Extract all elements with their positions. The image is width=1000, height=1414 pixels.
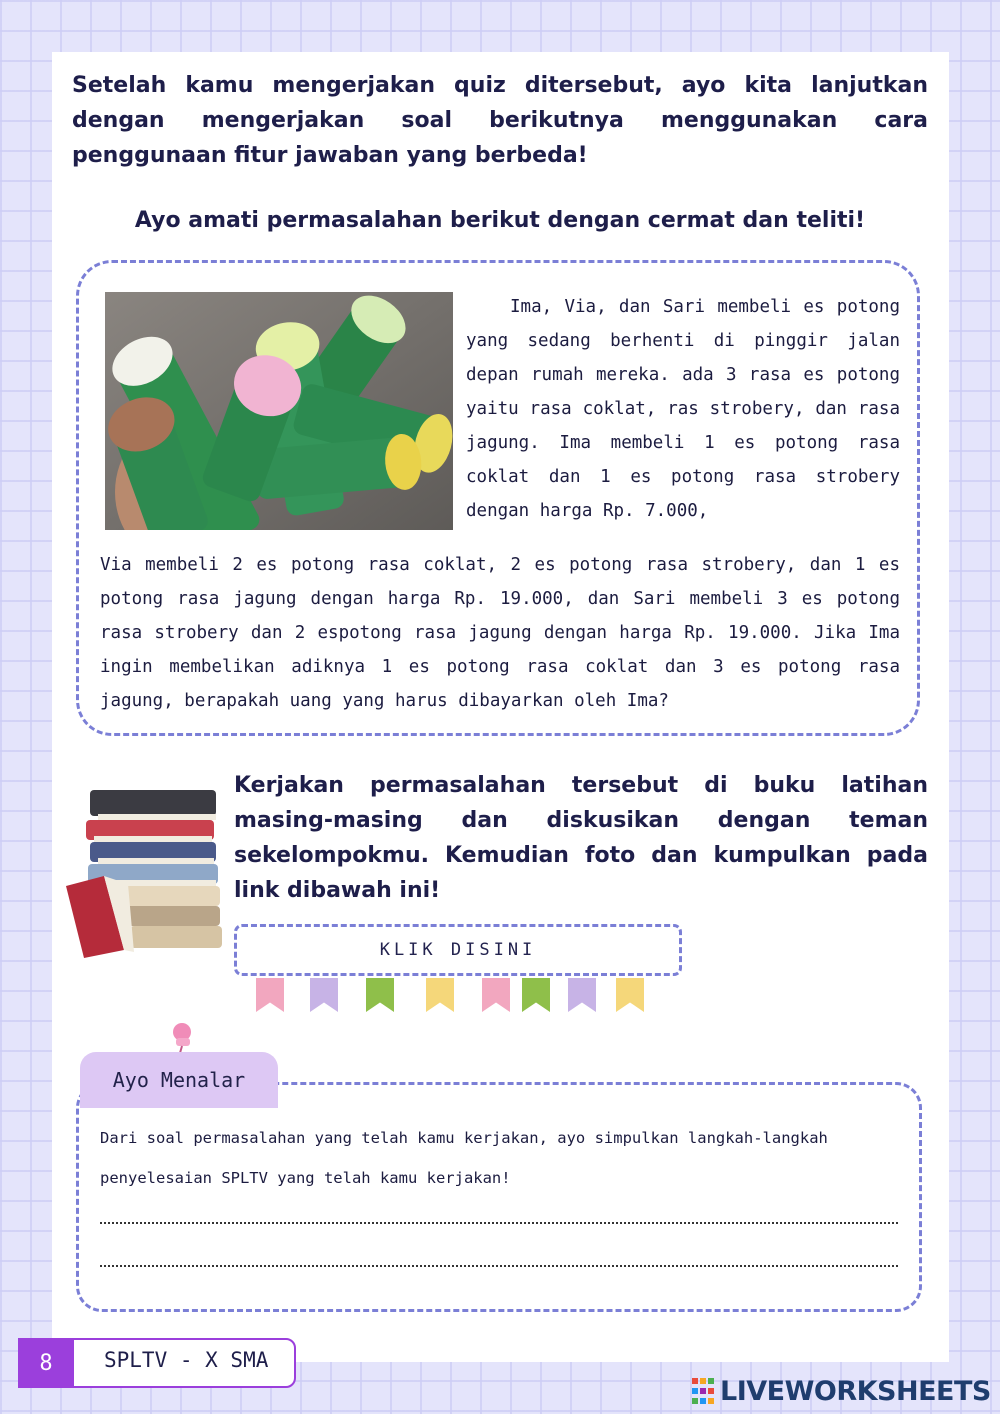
bunting-flag — [616, 978, 644, 1012]
ice-pop-photo — [105, 292, 453, 530]
bunting-decoration — [248, 978, 658, 1016]
bunting-flag — [568, 978, 596, 1012]
bunting-flag — [482, 978, 510, 1012]
liveworksheets-logo[interactable] — [692, 1374, 992, 1408]
books-stack-illustration — [64, 780, 224, 960]
bunting-flag — [310, 978, 338, 1012]
menalar-tab-label: Ayo Menalar — [80, 1052, 278, 1108]
task-instruction: Kerjakan permasalahan tersebut di buku latihan masing-masing dan diskusikan dengan teman sekelompokmu. Kemudian foto dan kumpulkan pada link dibawah ini! — [234, 773, 928, 903]
answer-line[interactable] — [100, 1222, 898, 1224]
problem-paragraph-1: Ima, Via, dan Sari membeli es potong yang sedang berhenti di pinggir jalan depan rumah mereka. ada 3 rasa es potong yaitu rasa coklat, ras strobery, dan rasa jagung. Ima membeli 1 es potong rasa coklat dan 1 es potong rasa strobery dengan harga Rp. 7.000, — [466, 297, 900, 521]
liveworksheets-logo-icon — [692, 1378, 714, 1404]
instruction-heading: Ayo amati permasalahan berikut dengan cermat dan teliti! — [134, 208, 866, 233]
page-number: 8 — [18, 1338, 74, 1388]
problem-paragraph-2: Via membeli 2 es potong rasa coklat, 2 es potong rasa strobery, dan 1 es potong rasa jagung dengan harga Rp. 19.000, dan Sari membeli 3 es potong rasa strobery dan 2 espotong rasa jagung dengan harga Rp. 19.000. Jika Ima ingin membelikan adiknya 1 es potong rasa coklat dan 3 es potong rasa jagung, berapakah uang yang harus dibayarkan oleh Ima? — [100, 555, 900, 711]
footer-title: SPLTV - X SMA — [104, 1348, 269, 1372]
bunting-flag — [256, 978, 284, 1012]
liveworksheets-logo-text: LIVEWORKSHEETS — [720, 1375, 991, 1407]
menalar-prompt: Dari soal permasalahan yang telah kamu kerjakan, ayo simpulkan langkah-langkah penyelesaian SPLTV yang telah kamu kerjakan! — [100, 1129, 828, 1187]
bunting-flag — [426, 978, 454, 1012]
intro-text: Setelah kamu mengerjakan quiz ditersebut, ayo kita lanjutkan dengan mengerjakan soal berikutnya menggunakan cara penggunaan fitur jawaban yang berbeda! — [72, 73, 928, 168]
answer-line[interactable] — [100, 1265, 898, 1267]
bunting-flag — [522, 978, 550, 1012]
klik-disini-link-button[interactable]: KLIK DISINI — [234, 924, 682, 976]
bunting-flag — [366, 978, 394, 1012]
